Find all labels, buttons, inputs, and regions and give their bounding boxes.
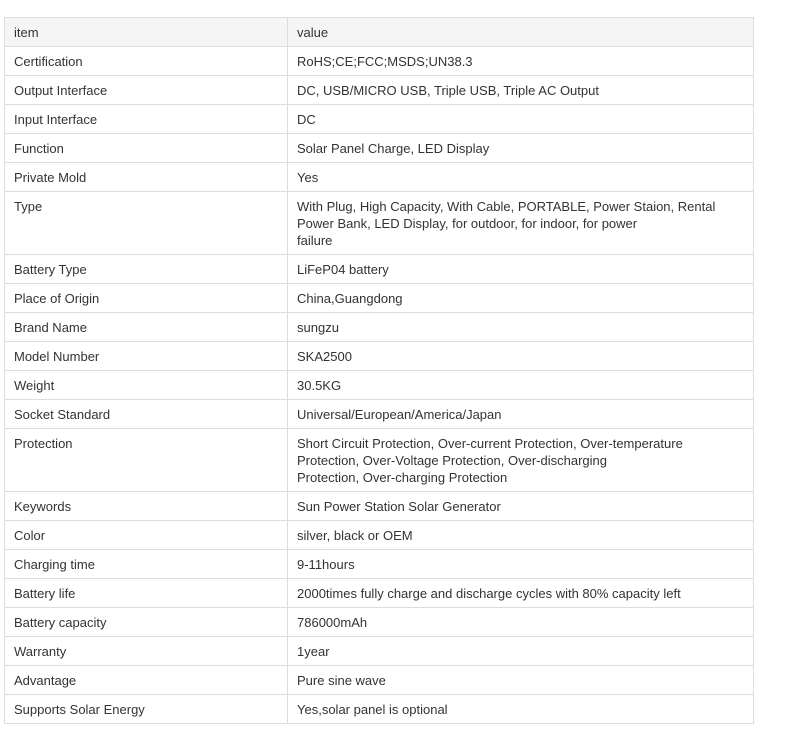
row-item: Function	[5, 134, 288, 163]
value-line: With Plug, High Capacity, With Cable, PORTABLE, Power Staion, Rental	[297, 199, 716, 214]
table-row	[5, 521, 754, 550]
table-row	[5, 666, 754, 695]
row-value: LiFeP04 battery	[288, 255, 754, 284]
table-row	[5, 550, 754, 579]
table-row	[5, 47, 754, 76]
row-value: Pure sine wave	[288, 666, 754, 695]
row-value: RoHS;CE;FCC;MSDS;UN38.3	[288, 47, 754, 76]
row-value: sungzu	[288, 313, 754, 342]
row-item: Color	[5, 521, 288, 550]
row-item: Input Interface	[5, 105, 288, 134]
row-item: Place of Origin	[5, 284, 288, 313]
table-row	[5, 134, 754, 163]
row-item: Type	[5, 192, 288, 255]
row-item: Battery capacity	[5, 608, 288, 637]
row-value: China,Guangdong	[288, 284, 754, 313]
table-row	[5, 76, 754, 105]
table-row	[5, 492, 754, 521]
row-item: Certification	[5, 47, 288, 76]
table-row	[5, 163, 754, 192]
value-line: failure	[297, 233, 333, 248]
row-item: Output Interface	[5, 76, 288, 105]
row-value: 786000mAh	[288, 608, 754, 637]
row-value: Yes,solar panel is optional	[288, 695, 754, 724]
table-row	[5, 695, 754, 724]
row-item: Private Mold	[5, 163, 288, 192]
row-item: Advantage	[5, 666, 288, 695]
row-value: SKA2500	[288, 342, 754, 371]
row-value: 1year	[288, 637, 754, 666]
row-value	[288, 192, 754, 255]
table-header-row	[5, 18, 754, 47]
table-row	[5, 192, 754, 255]
table-row	[5, 342, 754, 371]
row-item: Supports Solar Energy	[5, 695, 288, 724]
row-item: Socket Standard	[5, 400, 288, 429]
table-row	[5, 313, 754, 342]
value-line: Protection, Over-charging Protection	[297, 470, 508, 485]
row-item: Charging time	[5, 550, 288, 579]
table-row	[5, 579, 754, 608]
header-item: item	[5, 18, 288, 47]
table-row	[5, 637, 754, 666]
row-value: DC, USB/MICRO USB, Triple USB, Triple AC Output	[288, 76, 754, 105]
row-item: Warranty	[5, 637, 288, 666]
table-row	[5, 608, 754, 637]
row-value: Universal/European/America/Japan	[288, 400, 754, 429]
row-value: 30.5KG	[288, 371, 754, 400]
specifications-table	[4, 17, 754, 724]
header-value: value	[288, 18, 754, 47]
value-line: Power Bank, LED Display, for outdoor, for indoor, for power	[297, 216, 638, 231]
row-value: silver, black or OEM	[288, 521, 754, 550]
row-value: Sun Power Station Solar Generator	[288, 492, 754, 521]
table-row	[5, 284, 754, 313]
value-line: Short Circuit Protection, Over-current Protection, Over-temperature	[297, 436, 683, 451]
row-value: 9-11hours	[288, 550, 754, 579]
row-item: Brand Name	[5, 313, 288, 342]
table-row	[5, 400, 754, 429]
row-value: Yes	[288, 163, 754, 192]
row-item: Weight	[5, 371, 288, 400]
row-value: DC	[288, 105, 754, 134]
table-row	[5, 371, 754, 400]
row-item: Model Number	[5, 342, 288, 371]
value-line: Protection, Over-Voltage Protection, Over-discharging	[297, 453, 607, 468]
row-value	[288, 429, 754, 492]
table-row	[5, 255, 754, 284]
row-item: Protection	[5, 429, 288, 492]
row-item: Keywords	[5, 492, 288, 521]
row-item: Battery Type	[5, 255, 288, 284]
row-value: Solar Panel Charge, LED Display	[288, 134, 754, 163]
row-value: 2000times fully charge and discharge cycles with 80% capacity left	[288, 579, 754, 608]
row-item: Battery life	[5, 579, 288, 608]
table-row	[5, 429, 754, 492]
table-row	[5, 105, 754, 134]
